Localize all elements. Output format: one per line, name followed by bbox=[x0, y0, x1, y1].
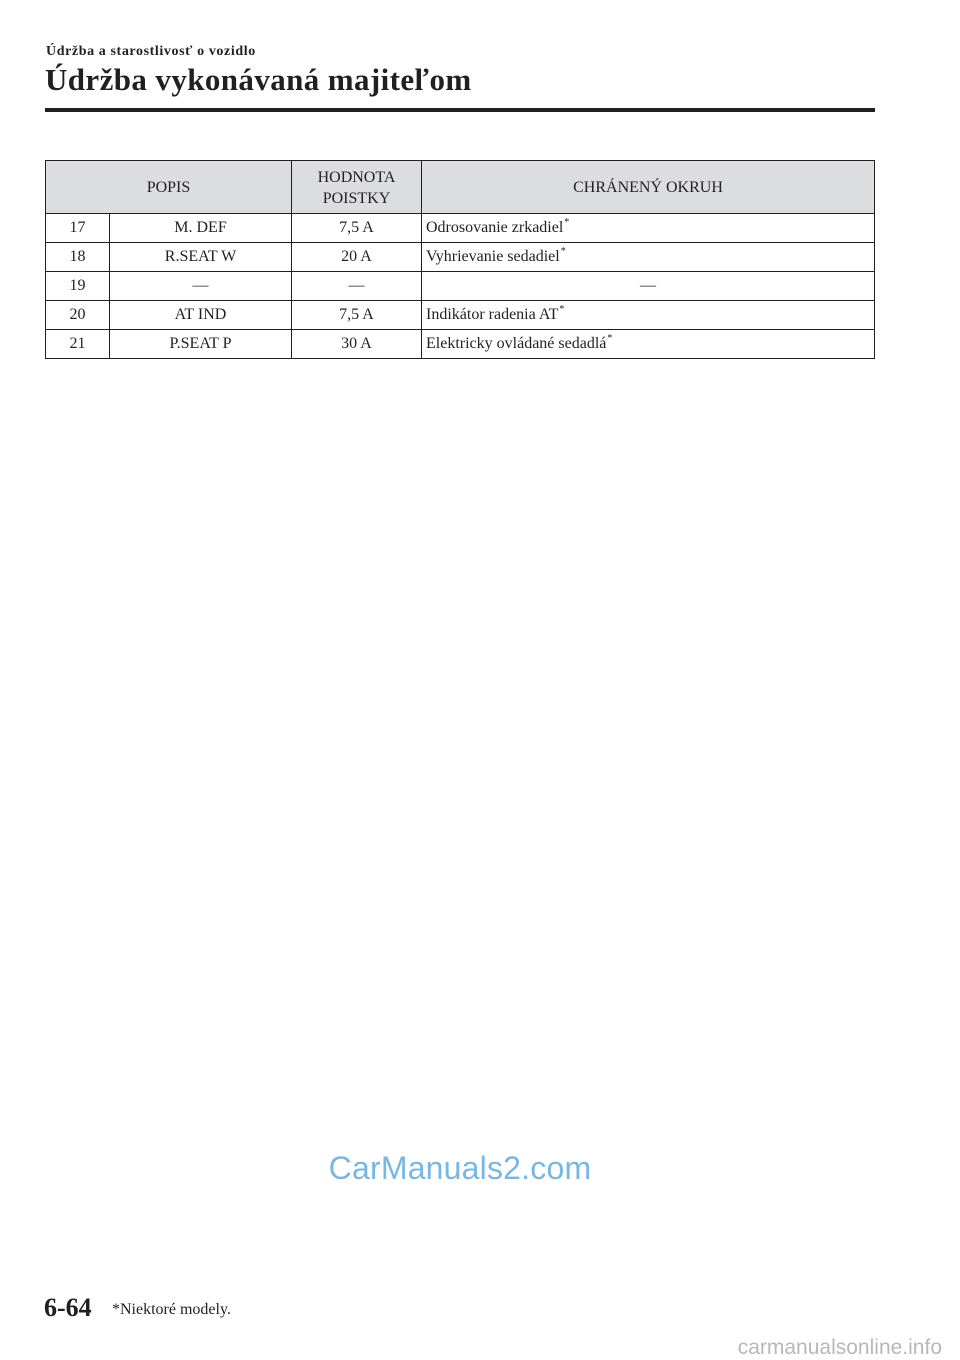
section-label: Údržba a starostlivosť o vozidlo bbox=[46, 44, 256, 59]
page-number: 6-64 bbox=[44, 1293, 92, 1322]
fuse-rating: 7,5 A bbox=[292, 214, 422, 243]
protected-circuit bbox=[422, 301, 875, 330]
title-divider bbox=[45, 108, 875, 112]
footer-site-text: carmanualsonline.info bbox=[737, 1336, 942, 1359]
fuse-number: 21 bbox=[46, 330, 110, 359]
fuse-rating: 20 A bbox=[292, 243, 422, 272]
protected-circuit bbox=[422, 330, 875, 359]
fuse-table bbox=[45, 160, 875, 359]
fuse-description: R.SEAT W bbox=[110, 243, 292, 272]
column-header-protected-circuit: CHRÁNENÝ OKRUH bbox=[422, 161, 875, 214]
fuse-description: — bbox=[110, 272, 292, 301]
table-row bbox=[46, 243, 875, 272]
circuit-text: Elektricky ovládané sedadlá bbox=[426, 335, 607, 352]
circuit-text: Indikátor radenia AT bbox=[426, 306, 559, 323]
circuit-text: Vyhrievanie sedadiel bbox=[426, 248, 560, 265]
fuse-number: 18 bbox=[46, 243, 110, 272]
footnote-mark: * bbox=[564, 217, 570, 228]
footnote: *Niektoré modely. bbox=[112, 1301, 231, 1318]
fuse-rating: — bbox=[292, 272, 422, 301]
page-title: Údržba vykonávaná majiteľom bbox=[45, 62, 472, 97]
fuse-description: P.SEAT P bbox=[110, 330, 292, 359]
fuse-rating: 30 A bbox=[292, 330, 422, 359]
table-row bbox=[46, 272, 875, 301]
protected-circuit bbox=[422, 243, 875, 272]
table-row bbox=[46, 214, 875, 243]
footnote-mark: * bbox=[560, 246, 566, 257]
protected-circuit bbox=[422, 272, 875, 301]
fuse-description: M. DEF bbox=[110, 214, 292, 243]
column-header-description: POPIS bbox=[46, 161, 292, 214]
table-row bbox=[46, 330, 875, 359]
fuse-rating: 7,5 A bbox=[292, 301, 422, 330]
table-header-row bbox=[46, 161, 875, 214]
circuit-text: Odrosovanie zrkadiel bbox=[426, 219, 564, 236]
fuse-number: 17 bbox=[46, 214, 110, 243]
table-row bbox=[46, 301, 875, 330]
fuse-description: AT IND bbox=[110, 301, 292, 330]
footnote-mark: * bbox=[559, 304, 565, 315]
column-header-fuse-rating-text: HODNOTA POISTKY bbox=[317, 169, 396, 207]
watermark-text: CarManuals2.com bbox=[328, 1150, 592, 1186]
footnote-mark: * bbox=[607, 333, 613, 344]
circuit-text: — bbox=[640, 277, 656, 294]
column-header-fuse-rating bbox=[292, 161, 422, 214]
fuse-number: 20 bbox=[46, 301, 110, 330]
protected-circuit bbox=[422, 214, 875, 243]
fuse-number: 19 bbox=[46, 272, 110, 301]
